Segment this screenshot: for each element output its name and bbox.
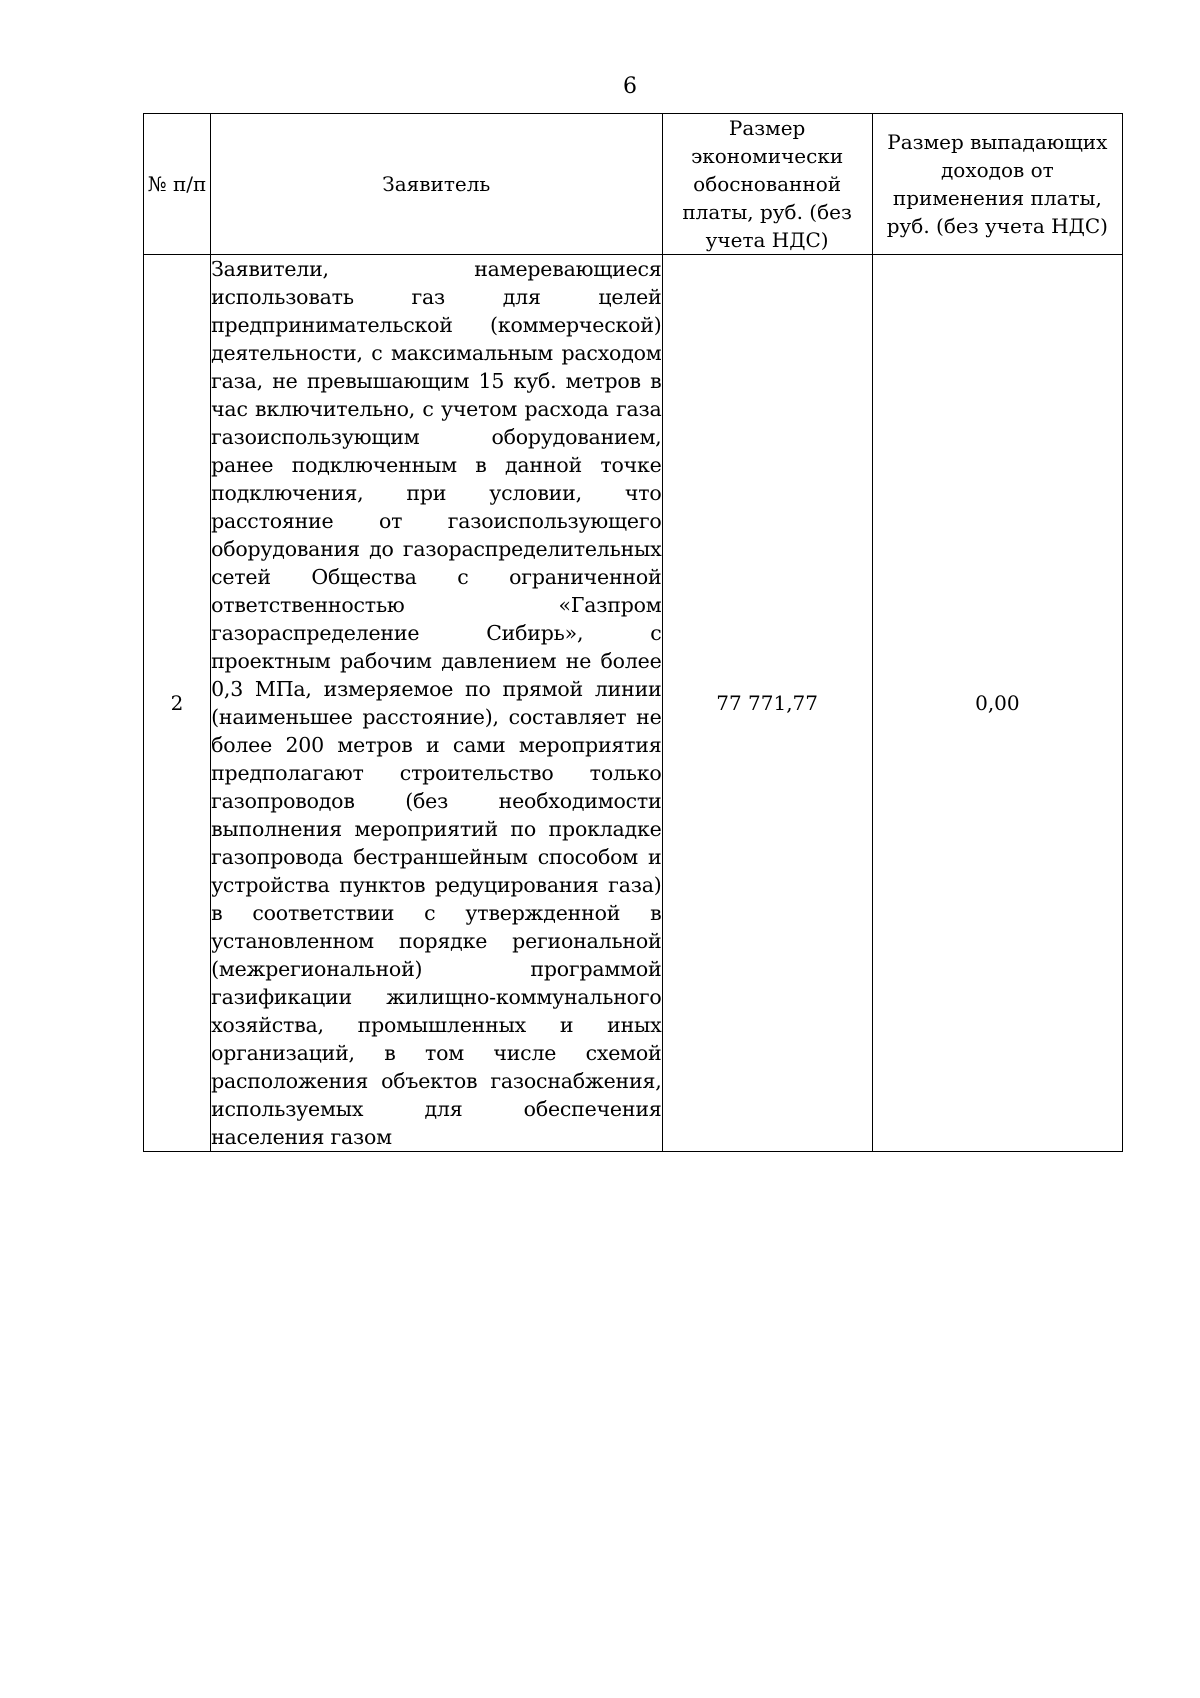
table-row <box>144 255 1123 1152</box>
header-lost-income: Размер выпадающих доходов от применения платы, руб. (без учета НДС) <box>872 114 1122 255</box>
page-number: 6 <box>623 74 637 99</box>
header-applicant: Заявитель <box>211 114 662 255</box>
lost-income-value: 0,00 <box>872 255 1122 1152</box>
applicant-description: Заявители, намеревающиеся использовать газ для целей предпринимательской (коммерческой) деятельности, с максимальным расходом газа, не превышающим 15 куб. метров в час включительно, с учетом расхода газа газоиспользующим оборудованием, ранее подключенным в данной точке подключения, при условии, что расстояние от газоиспользующего оборудования до газораспределительных сетей Общества с ограниченной ответственностью «Газпром газораспределение Сибирь», с проектным рабочим давлением не более 0,3 МПа, измеряемое по прямой линии (наименьшее расстояние), составляет не более 200 метров и сами мероприятия предполагают строительство только газопроводов (без необходимости выполнения мероприятий по прокладке газопровода бестраншейным способом и устройства пунктов редуцирования газа) в соответствии с утвержденной в установленном порядке региональной (межрегиональной) программой газификации жилищно-коммунального хозяйства, промышленных и иных организаций, в том числе схемой расположения объектов газоснабжения, используемых для обеспечения населения газом <box>211 257 662 1149</box>
tariff-table <box>143 113 1123 1152</box>
header-fee: Размер экономически обоснованной платы, руб. (без учета НДС) <box>662 114 872 255</box>
header-num: № п/п <box>144 114 211 255</box>
row-number: 2 <box>144 255 211 1152</box>
applicant-description-cell <box>211 255 662 1152</box>
table-header-row <box>144 114 1123 255</box>
fee-value: 77 771,77 <box>662 255 872 1152</box>
